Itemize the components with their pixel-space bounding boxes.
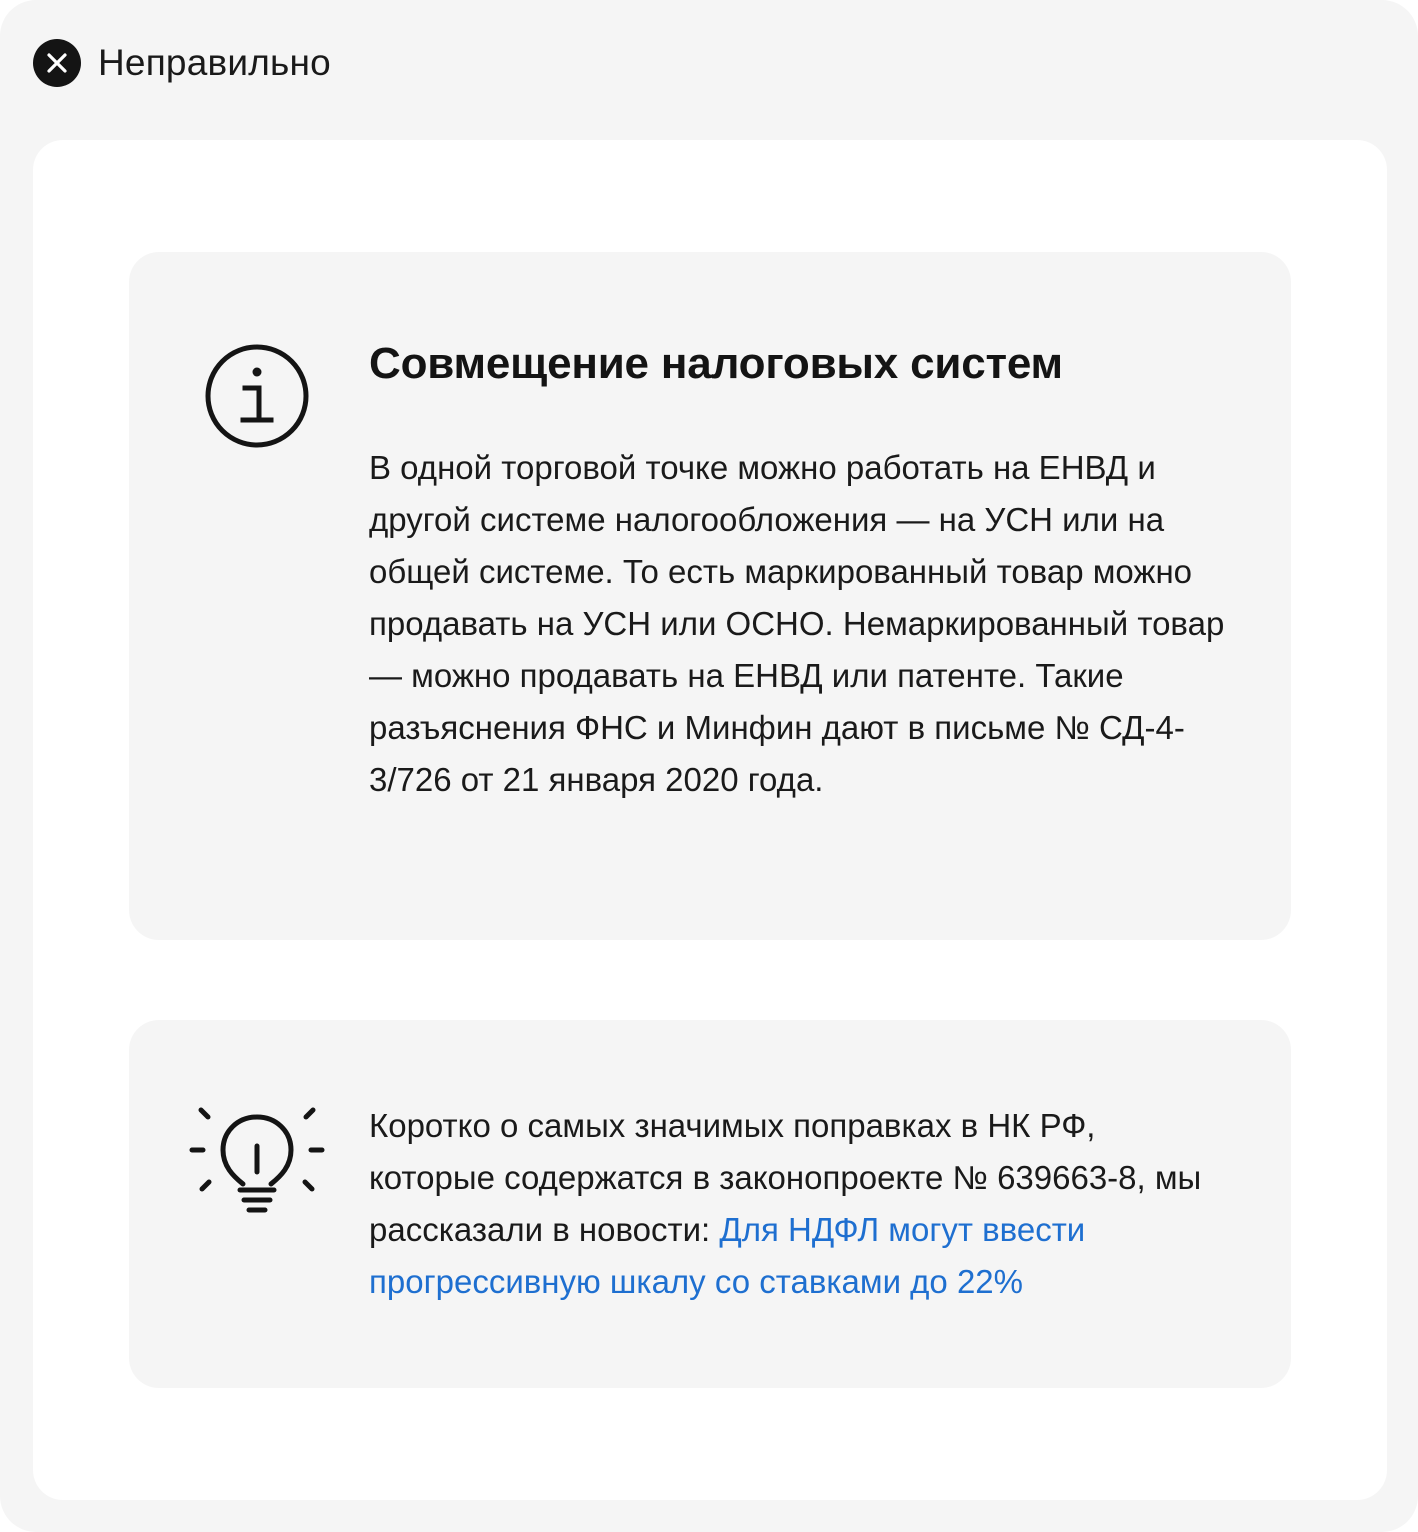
close-icon bbox=[33, 39, 81, 87]
lightbulb-icon bbox=[189, 1100, 325, 1220]
news-link[interactable]: Для НДФЛ могут ввести прогрессивную шкалу со ставками до 22% bbox=[369, 1211, 1086, 1300]
explanation-panel bbox=[33, 140, 1387, 1500]
tip-card-text bbox=[369, 1100, 1229, 1308]
verdict-header bbox=[33, 38, 331, 88]
tip-card-content bbox=[369, 1100, 1229, 1308]
tip-card-intro: Коротко о самых значимых поправках в НК РФ, которые содержатся в законопроекте № 639663-8, мы рассказали в новости: bbox=[369, 1107, 1202, 1248]
info-icon bbox=[203, 342, 311, 450]
info-card-title: Совмещение налоговых систем bbox=[369, 339, 1063, 388]
verdict-label: Неправильно bbox=[98, 42, 331, 83]
info-card-content bbox=[369, 336, 1229, 806]
info-card bbox=[129, 252, 1291, 940]
info-card-text: В одной торговой точке можно работать на ЕНВД и другой системе налогообложения — на УСН или на общей системе. То есть маркированный товар можно продавать на УСН или ОСНО. Немаркированный товар — можно продавать на ЕНВД или патенте. Такие разъяснения ФНС и Минфин дают в письме № СД-4-3/726 от 21 января 2020 года. bbox=[369, 449, 1225, 798]
tip-card bbox=[129, 1020, 1291, 1388]
